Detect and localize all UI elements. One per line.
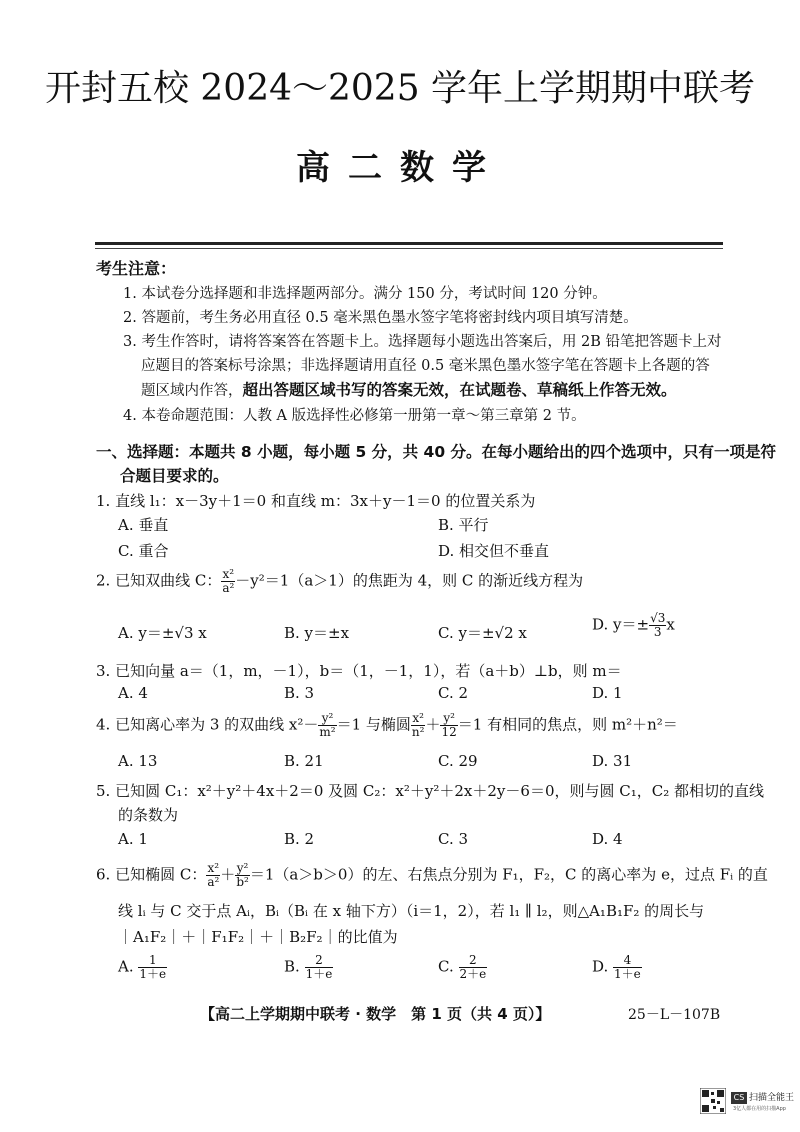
q2-option-a: A. y＝±√3 x	[118, 624, 207, 642]
q6-fraction-1	[206, 862, 220, 889]
exam-subject: 高二数学	[296, 148, 504, 188]
q6-stem-b: ＋	[220, 865, 236, 884]
q4-fraction-3	[440, 712, 457, 739]
q2-option-d	[592, 612, 675, 639]
q6-option-b-num: 2	[305, 954, 334, 968]
q4-f1-den: m²	[319, 725, 336, 739]
q4-stem-a: 4. 已知离心率为 3 的双曲线 x²－	[96, 715, 319, 734]
q4-stem-c: ＋	[425, 715, 441, 734]
q2-option-b: B. y＝±x	[284, 624, 350, 642]
q2-frac-den: a²	[222, 581, 235, 595]
q2-option-d-fraction	[649, 612, 666, 639]
q2-option-d-prefix: D. y＝±	[592, 615, 650, 634]
q4-f2-den: n²	[411, 725, 425, 739]
question-6-line-3: ｜A₁F₂｜＋｜F₁F₂｜＋｜B₂F₂｜的比值为	[118, 928, 398, 946]
section-heading: 一、选择题：本题共 8 小题，每小题 5 分，共 40 分。在每小题给出的四个选项中，只有一项是符	[96, 443, 777, 461]
note-4: 4. 本卷命题范围：人教 A 版选择性必修第一册第一章～第三章第 2 节。	[123, 408, 586, 424]
q2-option-c: C. y＝±√2 x	[438, 624, 527, 642]
q6-option-a-den: 1＋e	[139, 967, 167, 981]
q3-option-d: D. 1	[592, 684, 623, 702]
note-1: 1. 本试卷分选择题和非选择题两部分。满分 150 分，考试时间 120 分钟。	[123, 286, 607, 302]
exam-title: 开封五校 2024～2025 学年上学期期中联考	[44, 68, 756, 109]
q6-option-b-den: 1＋e	[305, 967, 333, 981]
q6-option-d-num: 4	[613, 954, 642, 968]
q6-option-b-prefix: B.	[284, 957, 300, 976]
q6-option-c-num: 2	[459, 954, 488, 968]
question-6-stem	[96, 862, 768, 889]
q6-option-a-fraction	[138, 954, 167, 981]
q6-f2-den: b²	[236, 875, 249, 889]
question-5-stem-cont: 的条数为	[118, 806, 179, 824]
q4-option-a: A. 13	[118, 752, 158, 770]
header-rule-thin	[95, 248, 723, 249]
q1-option-a: A. 垂直	[118, 516, 169, 534]
scanner-logo-icon: CS	[731, 1092, 747, 1104]
q3-option-c: C. 2	[438, 684, 469, 702]
section-heading-cont: 合题目要求的。	[120, 467, 229, 485]
q6-option-c	[438, 954, 487, 981]
q6-option-a	[118, 954, 167, 981]
q6-stem-a: 6. 已知椭圆 C：	[96, 865, 207, 884]
q5-option-a: A. 1	[118, 830, 148, 848]
note-2: 2. 答题前，考生务必用直径 0.5 毫米黑色墨水签字笔将密封线内项目填写清楚。	[123, 310, 638, 326]
q4-f1-num: y²	[318, 712, 336, 726]
qr-code-icon	[700, 1088, 726, 1114]
q6-fraction-2	[235, 862, 250, 889]
q6-option-d-den: 1＋e	[614, 967, 641, 981]
q1-option-c: C. 重合	[118, 542, 169, 560]
q2-stem-b: －y²＝1（a＞1）的焦距为 4，则 C 的渐近线方程为	[235, 571, 584, 590]
q4-option-d: D. 31	[592, 752, 633, 770]
scanner-name: 扫描全能王	[749, 1093, 795, 1103]
page-footer: 【高二上学期期中联考 · 数学 第 1 页（共 4 页）】	[200, 1005, 551, 1023]
q4-f3-num: y²	[440, 712, 457, 726]
q6-option-c-prefix: C.	[438, 957, 454, 976]
q6-option-d	[592, 954, 642, 981]
q4-fraction-1	[318, 712, 336, 739]
note-3-end-text: 题区域内作答，	[141, 383, 243, 399]
q6-f1-num: x²	[207, 861, 220, 875]
q4-f2-num: x²	[412, 711, 424, 725]
question-5-stem: 5. 已知圆 C₁：x²＋y²＋4x＋2＝0 及圆 C₂：x²＋y²＋2x＋2y－6＝0，则与圆 C₁，C₂ 都相切的直线	[96, 782, 765, 800]
q2-fraction	[221, 568, 235, 595]
q6-option-a-prefix: A.	[118, 957, 134, 976]
q6-option-d-fraction	[613, 954, 642, 981]
question-2-stem	[96, 568, 583, 595]
q4-fraction-2	[411, 712, 426, 739]
q5-option-b: B. 2	[284, 830, 315, 848]
note-3: 3. 考生作答时，请将答案答在答题卡上。选择题每小题选出答案后，用 2B 铅笔把答题卡上对	[123, 334, 722, 350]
question-1-stem: 1. 直线 l₁：x－3y＋1＝0 和直线 m：3x＋y－1＝0 的位置关系为	[96, 492, 536, 510]
q6-option-c-den: 2＋e	[459, 967, 487, 981]
q4-option-b: B. 21	[284, 752, 324, 770]
paper-code: 25－L－107B	[628, 1007, 721, 1023]
q6-option-b-fraction	[305, 954, 334, 981]
question-6-line-2: 线 lᵢ 与 C 交于点 Aᵢ，Bᵢ（Bᵢ 在 x 轴下方）（i＝1，2），若 l₁ ∥ l₂，则△A₁B₁F₂ 的周长与	[118, 902, 705, 920]
q1-option-b: B. 平行	[438, 516, 489, 534]
q2-stem-a: 2. 已知双曲线 C：	[96, 571, 222, 590]
scanner-tagline: 3亿人都在用的扫描App	[733, 1106, 786, 1112]
q6-f2-num: y²	[236, 861, 249, 875]
q4-option-c: C. 29	[438, 752, 478, 770]
q2-option-d-den: 3	[653, 625, 662, 639]
q6-option-a-num: 1	[138, 954, 167, 968]
question-4-stem	[96, 712, 678, 739]
q2-option-d-suffix: x	[666, 615, 675, 634]
q2-frac-num: x²	[222, 567, 235, 581]
q6-option-c-fraction	[459, 954, 488, 981]
note-3-cont: 应题目的答案标号涂黑；非选择题请用直径 0.5 毫米黑色墨水签字笔在答题卡上各题的答	[141, 358, 710, 374]
q1-option-d: D. 相交但不垂直	[438, 542, 550, 560]
note-emphasis: 超出答题区域书写的答案无效，在试题卷、草稿纸上作答无效。	[242, 381, 677, 399]
q5-option-d: D. 4	[592, 830, 623, 848]
q4-f3-den: 12	[441, 725, 457, 739]
q4-stem-d: ＝1 有相同的焦点，则 m²＋n²＝	[457, 715, 678, 734]
q3-option-a: A. 4	[118, 684, 148, 702]
q6-f1-den: a²	[207, 875, 220, 889]
header-rule-thick	[95, 242, 723, 245]
q2-option-d-num: √3	[650, 611, 666, 625]
question-3-stem: 3. 已知向量 a＝（1，m，－1），b＝（1，－1，1），若（a＋b）⊥b，则 m＝	[96, 662, 622, 680]
q5-option-c: C. 3	[438, 830, 469, 848]
q4-stem-b: ＝1 与椭圆	[336, 715, 411, 734]
note-3-end	[141, 378, 677, 400]
q6-stem-c: ＝1（a＞b＞0）的左、右焦点分别为 F₁，F₂，C 的离心率为 e，过点 Fᵢ 的直	[249, 865, 768, 884]
q6-option-b	[284, 954, 333, 981]
notes-title: 考生注意：	[96, 259, 177, 278]
q6-option-d-prefix: D.	[592, 957, 609, 976]
q3-option-b: B. 3	[284, 684, 315, 702]
